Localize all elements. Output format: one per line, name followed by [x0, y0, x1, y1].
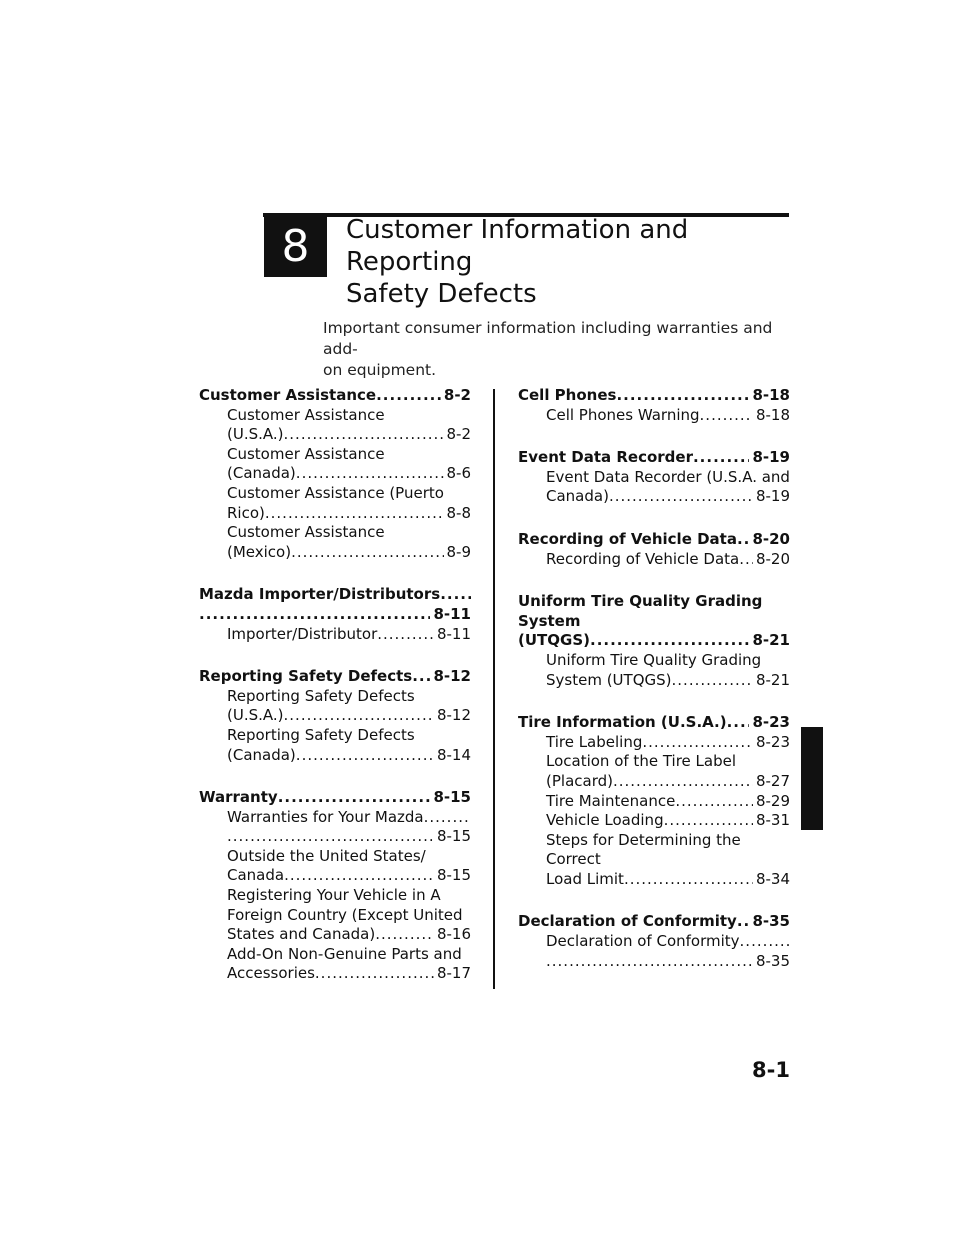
toc-heading-event-data[interactable]: Event Data Recorder ..... 8-19 [518, 448, 790, 468]
toc-entry[interactable]: Reporting Safety Defects (U.S.A.) ..... 8-12 [199, 687, 471, 726]
toc-entry[interactable]: Vehicle Loading ..... 8-31 [518, 811, 790, 831]
toc-heading-customer-assistance[interactable]: Customer Assistance ..... 8-2 [199, 386, 471, 406]
toc-section-conformity [518, 912, 790, 971]
chapter-title [346, 214, 796, 310]
toc-heading-importer[interactable]: Mazda Importer/Distributors ..... ..... 8-11 [199, 585, 471, 624]
toc-left-column [199, 386, 471, 1007]
intro-line: on equipment. [323, 361, 437, 379]
toc-entry[interactable]: Customer Assistance (Puerto Rico) ..... 8-8 [199, 484, 471, 523]
toc-section-customer-assistance [199, 386, 471, 562]
toc-entry[interactable]: Importer/Distributor ..... 8-11 [199, 625, 471, 645]
toc-entry[interactable]: Uniform Tire Quality Grading System (UTQGS) ..... 8-21 [518, 651, 790, 690]
toc-section-event-data [518, 448, 790, 507]
toc-heading-cell-phones[interactable]: Cell Phones ..... 8-18 [518, 386, 790, 406]
toc-entry[interactable]: Customer Assistance (Canada) ..... 8-6 [199, 445, 471, 484]
toc-entry[interactable]: Recording of Vehicle Data ..... 8-20 [518, 550, 790, 570]
chapter-thumb-tab [801, 727, 823, 830]
toc-section-cell-phones [518, 386, 790, 425]
toc-section-recording [518, 530, 790, 569]
toc-entry[interactable]: Tire Labeling ..... 8-23 [518, 733, 790, 753]
toc-entry[interactable]: Location of the Tire Label (Placard) ..... 8-27 [518, 752, 790, 791]
toc-heading-reporting[interactable]: Reporting Safety Defects ..... 8-12 [199, 667, 471, 687]
toc-heading-recording[interactable]: Recording of Vehicle Data ..... 8-20 [518, 530, 790, 550]
toc-entry[interactable]: Add-On Non-Genuine Parts and Accessories ..... 8-17 [199, 945, 471, 984]
toc-section-reporting [199, 667, 471, 765]
chapter-number-badge: 8 [264, 217, 327, 277]
toc-entry[interactable]: Registering Your Vehicle in A Foreign Country (Except United States and Canada) ..... 8-16 [199, 886, 471, 945]
toc-heading-utqgs[interactable]: Uniform Tire Quality Grading System (UTQGS) ..... 8-21 [518, 592, 790, 651]
chapter-title-line: Customer Information and Reporting [346, 215, 689, 277]
toc-entry[interactable]: Customer Assistance (U.S.A.) ..... 8-2 [199, 406, 471, 445]
page-number: 8-1 [752, 1058, 790, 1082]
toc-heading-conformity[interactable]: Declaration of Conformity ..... 8-35 [518, 912, 790, 932]
column-divider [493, 389, 495, 989]
toc-entry[interactable]: Tire Maintenance ..... 8-29 [518, 792, 790, 812]
toc-entry[interactable]: Declaration of Conformity ..... ..... 8-35 [518, 932, 790, 971]
toc-section-utqgs [518, 592, 790, 690]
toc-entry[interactable]: Event Data Recorder (U.S.A. and Canada) ..... 8-19 [518, 468, 790, 507]
chapter-title-line: Safety Defects [346, 279, 537, 309]
toc-section-warranty [199, 788, 471, 984]
intro-line: Important consumer information including warranties and add- [323, 319, 773, 358]
toc-heading-tire-info[interactable]: Tire Information (U.S.A.) ..... 8-23 [518, 713, 790, 733]
toc-entry[interactable]: Cell Phones Warning ..... 8-18 [518, 406, 790, 426]
chapter-intro [323, 318, 783, 381]
toc-entry[interactable]: Reporting Safety Defects (Canada) ..... 8-14 [199, 726, 471, 765]
toc-section-importer [199, 585, 471, 644]
toc-entry[interactable]: Warranties for Your Mazda ..... ..... 8-15 [199, 808, 471, 847]
toc-heading-warranty[interactable]: Warranty ..... 8-15 [199, 788, 471, 808]
toc-right-column [518, 386, 790, 994]
toc-entry[interactable]: Steps for Determining the Correct Load Limit ..... 8-34 [518, 831, 790, 890]
toc-section-tire-info [518, 713, 790, 889]
toc-entry[interactable]: Outside the United States/ Canada ..... 8-15 [199, 847, 471, 886]
toc-entry[interactable]: Customer Assistance (Mexico) ..... 8-9 [199, 523, 471, 562]
